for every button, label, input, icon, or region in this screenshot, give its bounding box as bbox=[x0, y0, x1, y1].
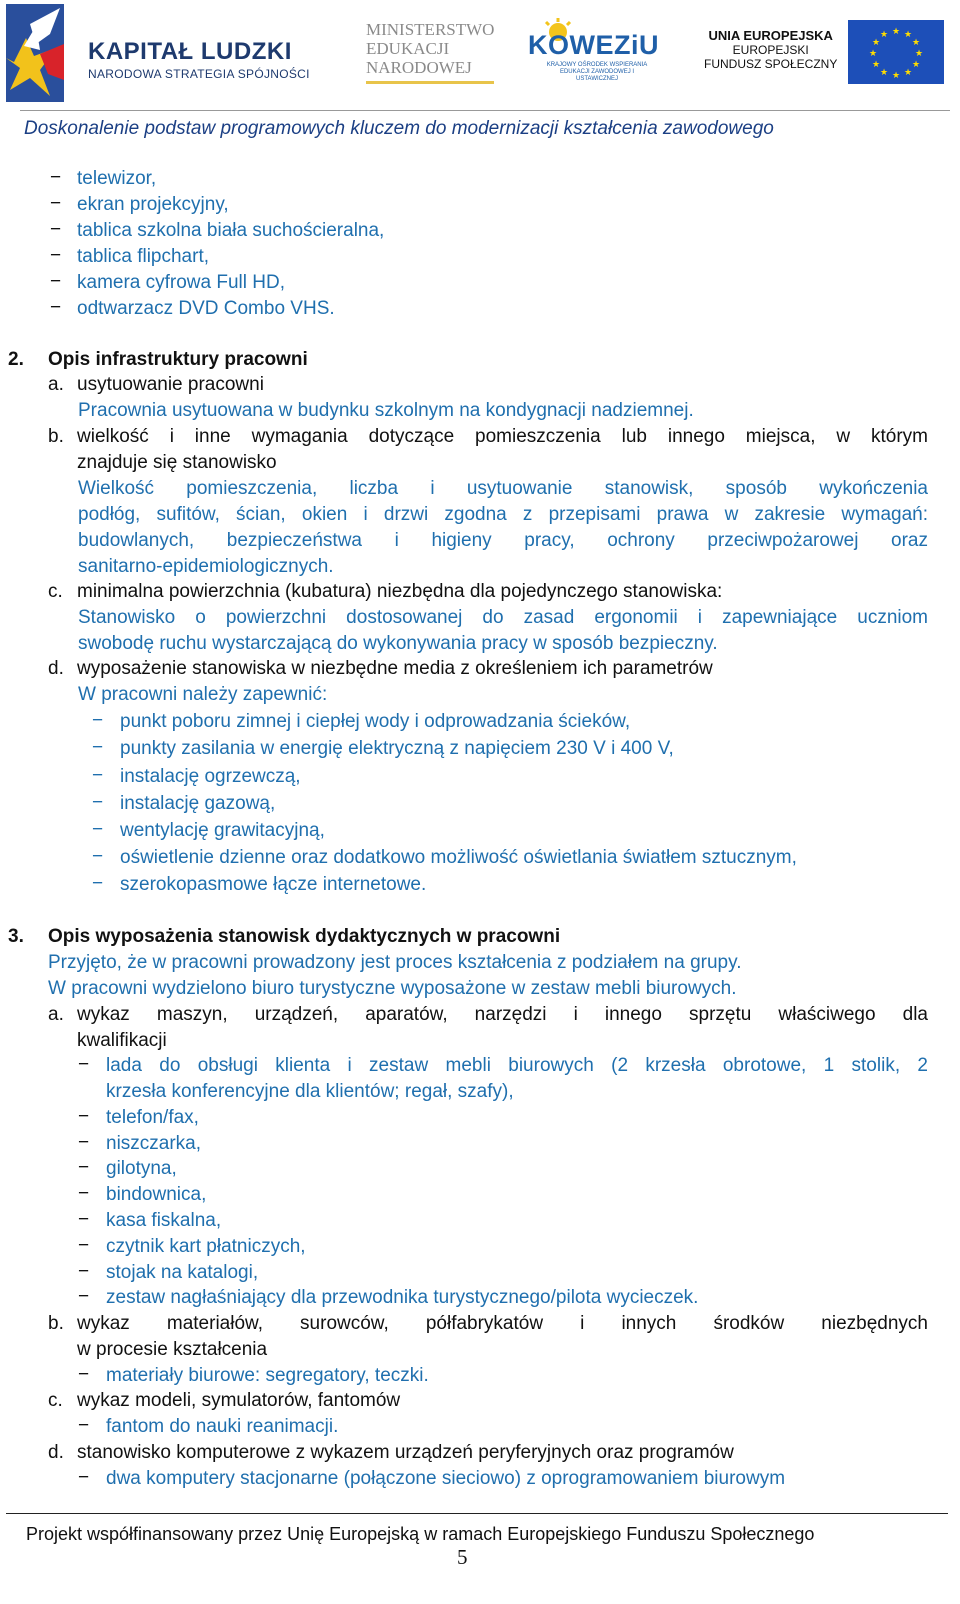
list-item: zestaw nagłaśniający dla przewodnika turystycznego/pilota wycieczek. bbox=[106, 1287, 699, 1308]
footer-divider bbox=[6, 1513, 948, 1514]
subsection-label: d. bbox=[48, 1442, 64, 1463]
subsection-label: c. bbox=[48, 581, 63, 602]
answer-text: W pracowni należy zapewnić: bbox=[78, 684, 328, 705]
answer-text: Wielkość pomieszczenia, liczba i usytuowanie stanowisk, sposób wykończenia bbox=[78, 478, 928, 499]
kapital-ludzki-subtitle: NARODOWA STRATEGIA SPÓJNOŚCI bbox=[88, 67, 310, 81]
ue-line1: UNIA EUROPEJSKA bbox=[708, 28, 833, 43]
list-item: stojak na katalogi, bbox=[106, 1262, 259, 1283]
header-divider bbox=[20, 110, 950, 111]
list-item: ekran projekcyjny, bbox=[77, 194, 229, 215]
svg-text:★: ★ bbox=[914, 49, 924, 59]
ministerstwo-logo bbox=[366, 20, 494, 77]
svg-text:★: ★ bbox=[911, 38, 921, 48]
list-item: odtwarzacz DVD Combo VHS. bbox=[77, 298, 335, 319]
ue-logo-text bbox=[704, 28, 837, 71]
list-bullet: − bbox=[78, 1106, 90, 1127]
list-item: kasa fiskalna, bbox=[106, 1210, 222, 1231]
subsection-text: wyposażenie stanowiska w niezbędne media z określeniem ich parametrów bbox=[77, 658, 713, 679]
list-bullet: − bbox=[50, 245, 62, 266]
list-bullet: − bbox=[92, 792, 104, 813]
page-number: 5 bbox=[457, 1545, 468, 1569]
list-bullet: − bbox=[78, 1364, 90, 1385]
section-number: 2. bbox=[8, 349, 24, 370]
subsection-text: wykaz maszyn, urządzeń, aparatów, narzędzi i innego sprzętu właściwego dla bbox=[77, 1004, 928, 1025]
kapital-ludzki-title: KAPITAŁ LUDZKI bbox=[88, 38, 292, 65]
subsection-text: stanowisko komputerowe z wykazem urządzeń peryferyjnych oraz programów bbox=[77, 1442, 734, 1463]
footer-text: Projekt współfinansowany przez Unię Europejską w ramach Europejskiego Funduszu Społecznego bbox=[26, 1524, 815, 1544]
list-item: telewizor, bbox=[77, 168, 157, 189]
list-item: punkt poboru zimnej i ciepłej wody i odprowadzania ścieków, bbox=[120, 711, 631, 732]
list-bullet: − bbox=[78, 1467, 90, 1488]
subsection-text: w procesie kształcenia bbox=[77, 1339, 268, 1360]
answer-text: Pracownia usytuowana w budynku szkolnym na kondygnacji nadziemnej. bbox=[78, 400, 694, 421]
list-item: telefon/fax, bbox=[106, 1107, 199, 1128]
list-bullet: − bbox=[78, 1415, 90, 1436]
svg-text:★: ★ bbox=[868, 49, 878, 59]
list-item: szerokopasmowe łącze internetowe. bbox=[120, 874, 427, 895]
list-item: bindownica, bbox=[106, 1184, 207, 1205]
list-bullet: − bbox=[92, 765, 104, 786]
subsection-label: c. bbox=[48, 1390, 63, 1411]
kowezu-logo: KOWEZiU bbox=[528, 30, 659, 60]
ministerstwo-line3: NARODOWEJ bbox=[366, 58, 472, 77]
answer-text: swobodę ruchu wystarczającą do wykonywania pracy w sposób bezpieczny. bbox=[78, 633, 718, 654]
list-item: punkty zasilania w energię elektryczną z napięciem 230 V i 400 V, bbox=[120, 738, 674, 759]
logo-bar bbox=[0, 0, 960, 108]
list-bullet: − bbox=[92, 710, 104, 731]
list-item: czytnik kart płatniczych, bbox=[106, 1236, 306, 1257]
subsection-label: a. bbox=[48, 374, 64, 395]
subsection-label: b. bbox=[48, 1313, 64, 1334]
list-bullet: − bbox=[78, 1209, 90, 1230]
list-bullet: − bbox=[78, 1054, 90, 1075]
answer-text: Stanowisko o powierzchni dostosowanej do zasad ergonomii i zapewniające uczniom bbox=[78, 607, 928, 628]
section-heading: Opis infrastruktury pracowni bbox=[48, 349, 308, 370]
subsection-text: znajduje się stanowisko bbox=[77, 452, 277, 473]
list-bullet: − bbox=[50, 167, 62, 188]
list-bullet: − bbox=[92, 873, 104, 894]
ministerstwo-line2: EDUKACJI bbox=[366, 39, 450, 58]
list-item: tablica szkolna biała suchościeralna, bbox=[77, 220, 385, 241]
list-item: instalację ogrzewczą, bbox=[120, 766, 301, 787]
section-number: 3. bbox=[8, 926, 24, 947]
answer-text: sanitarno-epidemiologicznych. bbox=[78, 556, 334, 577]
subsection-label: d. bbox=[48, 658, 64, 679]
svg-text:★: ★ bbox=[903, 68, 913, 78]
list-bullet: − bbox=[78, 1261, 90, 1282]
subsection-text: wielkość i inne wymagania dotyczące pomieszczenia lub innego miejsca, w którym bbox=[77, 426, 928, 447]
list-item: instalację gazową, bbox=[120, 793, 276, 814]
answer-text: podłóg, sufitów, ścian, okien i drzwi zgodna z przepisami prawa w zakresie wymagań: bbox=[78, 504, 928, 525]
list-bullet: − bbox=[92, 846, 104, 867]
list-item: kamera cyfrowa Full HD, bbox=[77, 272, 285, 293]
list-bullet: − bbox=[92, 819, 104, 840]
svg-text:★: ★ bbox=[911, 60, 921, 70]
svg-text:★: ★ bbox=[879, 68, 889, 78]
section-heading: Opis wyposażenia stanowisk dydaktycznych w pracowni bbox=[48, 926, 561, 947]
kapital-ludzki-star-icon bbox=[6, 4, 86, 102]
subsection-text: wykaz modeli, symulatorów, fantomów bbox=[77, 1390, 401, 1411]
list-bullet: − bbox=[78, 1235, 90, 1256]
ue-line3: FUNDUSZ SPOŁECZNY bbox=[704, 57, 838, 71]
answer-text: budowlanych, bezpieczeństwa i higieny pracy, ochrony przeciwpożarowej oraz bbox=[78, 530, 928, 551]
list-item: dwa komputery stacjonarne (połączone sieciowo) z oprogramowaniem biurowym bbox=[106, 1468, 786, 1489]
svg-text:★: ★ bbox=[871, 38, 881, 48]
subsection-text: kwalifikacji bbox=[77, 1030, 167, 1051]
subsection-text: wykaz materiałów, surowców, półfabrykatów i innych środków niezbędnych bbox=[77, 1313, 928, 1334]
list-bullet: − bbox=[50, 219, 62, 240]
list-item: materiały biurowe: segregatory, teczki. bbox=[106, 1365, 429, 1386]
list-item: fantom do nauki reanimacji. bbox=[106, 1416, 339, 1437]
list-bullet: − bbox=[78, 1286, 90, 1307]
ue-line2: EUROPEJSKI bbox=[732, 43, 809, 57]
svg-text:★: ★ bbox=[891, 27, 901, 37]
list-item: lada do obsługi klienta i zestaw mebli biurowych (2 krzesła obrotowe, 1 stolik, 2 bbox=[106, 1055, 928, 1076]
subsection-label: a. bbox=[48, 1004, 64, 1025]
ministerstwo-line1: MINISTERSTWO bbox=[366, 20, 495, 39]
paragraph: Przyjęto, że w pracowni prowadzony jest proces kształcenia z podziałem na grupy. bbox=[48, 952, 742, 973]
list-bullet: − bbox=[78, 1132, 90, 1153]
svg-text:★: ★ bbox=[891, 71, 901, 81]
paragraph: W pracowni wydzielono biuro turystyczne wyposażone w zestaw mebli biurowych. bbox=[48, 978, 737, 999]
subsection-text: minimalna powierzchnia (kubatura) niezbędna dla pojedynczego stanowiska: bbox=[77, 581, 723, 602]
header-title: Doskonalenie podstaw programowych kluczem do modernizacji kształcenia zawodowego bbox=[24, 118, 774, 139]
eu-flag-icon bbox=[848, 20, 944, 84]
svg-text:★: ★ bbox=[871, 60, 881, 70]
list-bullet: − bbox=[50, 271, 62, 292]
kowezu-subtitle: KRAJOWY OŚRODEK WSPIERANIA EDUKACJI ZAWODOWEJ I USTAWICZNEJ bbox=[546, 62, 648, 82]
svg-text:★: ★ bbox=[903, 30, 913, 40]
list-item: gilotyna, bbox=[106, 1158, 177, 1179]
list-item: niszczarka, bbox=[106, 1133, 202, 1154]
list-bullet: − bbox=[78, 1157, 90, 1178]
list-bullet: − bbox=[50, 297, 62, 318]
list-item: krzesła konferencyjne dla klientów; regał, szafy), bbox=[106, 1081, 514, 1102]
list-item: oświetlenie dzienne oraz dodatkowo możliwość oświetlania światłem sztucznym, bbox=[120, 847, 797, 868]
subsection-text: usytuowanie pracowni bbox=[77, 374, 264, 395]
list-bullet: − bbox=[78, 1183, 90, 1204]
svg-text:★: ★ bbox=[879, 30, 889, 40]
ministerstwo-underline-icon bbox=[366, 80, 494, 86]
list-item: tablica flipchart, bbox=[77, 246, 210, 267]
subsection-label: b. bbox=[48, 426, 64, 447]
list-item: wentylację grawitacyjną, bbox=[120, 820, 325, 841]
list-bullet: − bbox=[50, 193, 62, 214]
list-bullet: − bbox=[92, 737, 104, 758]
